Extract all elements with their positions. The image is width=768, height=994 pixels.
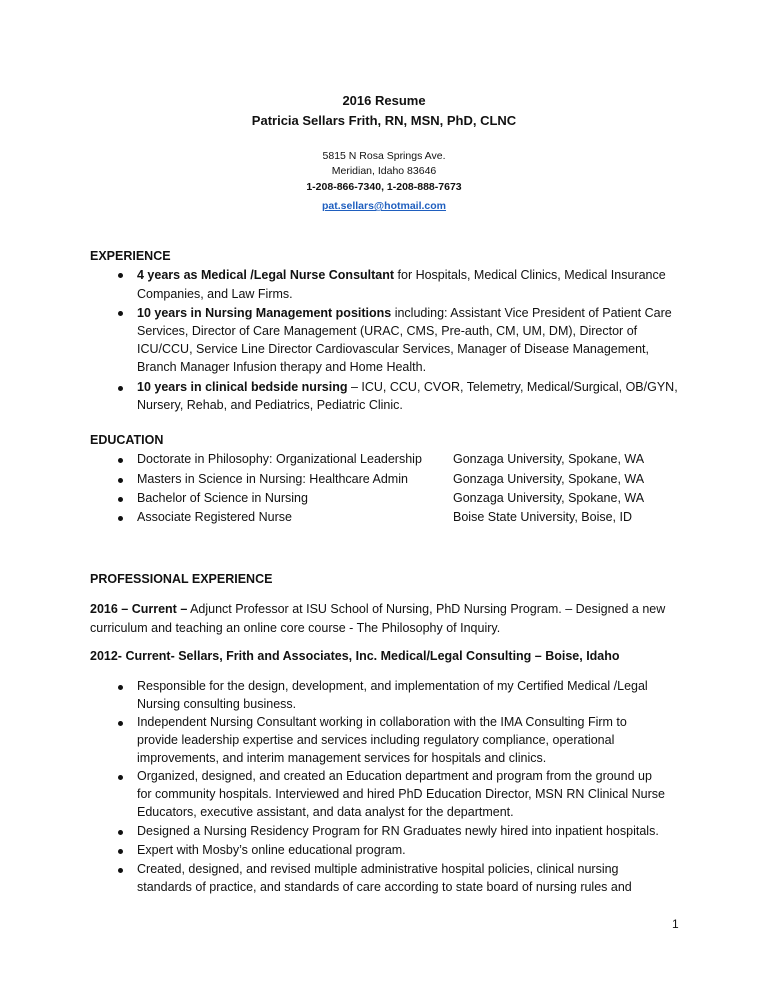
education-degree: Bachelor of Science in Nursing <box>137 491 308 505</box>
email-link[interactable]: pat.sellars@hotmail.com <box>321 200 447 212</box>
job-bullet: Independent Nursing Consultant working in collaboration with the IMA Consulting Firm to <box>137 715 627 729</box>
job-line-cont: curriculum and teaching an online core course - The Philosophy of Inquiry. <box>90 621 501 635</box>
address-line-1: 5815 N Rosa Springs Ave. <box>322 150 446 162</box>
bullet-icon <box>118 775 123 780</box>
education-school: Boise State University, Boise, ID <box>453 510 633 524</box>
professional-heading: PROFESSIONAL EXPERIENCE <box>90 572 273 586</box>
bullet-icon <box>118 386 123 391</box>
education-school: Gonzaga University, Spokane, WA <box>453 452 645 466</box>
experience-item-cont: Branch Manager Infusion therapy and Home Health. <box>137 360 427 374</box>
bullet-icon <box>118 849 123 854</box>
job-heading: 2012- Current- Sellars, Frith and Associates, Inc. Medical/Legal Consulting – Boise, Idaho <box>90 649 620 663</box>
job-bullet: Created, designed, and revised multiple administrative hospital policies, clinical nursing <box>137 862 619 876</box>
education-heading: EDUCATION <box>90 433 164 447</box>
job-bullet-cont: improvements, and interim management services for hospitals and clinics. <box>137 751 547 765</box>
phone-numbers: 1-208-866-7340, 1-208-888-7673 <box>306 181 462 193</box>
experience-heading: EXPERIENCE <box>90 249 171 263</box>
experience-item-cont: Services, Director of Care Management (URAC, CMS, Pre-auth, CM, UM, DM), Director of <box>137 324 638 338</box>
job-bullet-cont: for community hospitals. Interviewed and hired PhD Education Director, MSN RN Clinical Nurse <box>137 787 665 801</box>
job-bullet-cont: Nursing consulting business. <box>137 697 297 711</box>
education-degree: Doctorate in Philosophy: Organizational Leadership <box>137 452 422 466</box>
experience-item-cont: Nursery, Rehab, and Pediatrics, Pediatric Clinic. <box>137 398 403 412</box>
bullet-icon <box>118 311 123 316</box>
experience-item: 10 years in Nursing Management positions including: Assistant Vice President of Patient Care <box>137 306 672 320</box>
education-school: Gonzaga University, Spokane, WA <box>453 472 645 486</box>
job-bullet: Expert with Mosby’s online educational program. <box>137 843 406 857</box>
job-bullet: Responsible for the design, development, and implementation of my Certified Medical /Legal <box>137 679 648 693</box>
job-line: 2016 – Current – Adjunct Professor at ISU School of Nursing, PhD Nursing Program. – Designed a new <box>90 602 666 616</box>
education-school: Gonzaga University, Spokane, WA <box>453 491 645 505</box>
page-number: 1 <box>672 917 679 931</box>
experience-item-cont: Companies, and Law Firms. <box>137 287 293 301</box>
bullet-icon <box>118 516 123 521</box>
bullet-icon <box>118 273 123 278</box>
job-bullet: Designed a Nursing Residency Program for RN Graduates newly hired into inpatient hospitals. <box>137 824 659 838</box>
experience-item: 4 years as Medical /Legal Nurse Consultant for Hospitals, Medical Clinics, Medical Insurance <box>137 268 666 282</box>
bullet-icon <box>118 868 123 873</box>
education-degree: Masters in Science in Nursing: Healthcare Admin <box>137 472 408 486</box>
bullet-icon <box>118 830 123 835</box>
job-bullet: Organized, designed, and created an Education department and program from the ground up <box>137 769 652 783</box>
experience-item-cont: ICU/CCU, Service Line Director Cardiovascular Services, Manager of Disease Management, <box>137 342 650 356</box>
bullet-icon <box>118 458 123 463</box>
job-bullet-cont: provide leadership expertise and services including regulatory compliance, operational <box>137 733 615 747</box>
bullet-icon <box>118 478 123 483</box>
job-bullet-cont: Educators, executive assistant, and data analyst for the department. <box>137 805 514 819</box>
bullet-icon <box>118 685 123 690</box>
experience-item: 10 years in clinical bedside nursing – ICU, CCU, CVOR, Telemetry, Medical/Surgical, OB/GYN, <box>137 380 678 394</box>
bullet-icon <box>118 497 123 502</box>
address-line-2: Meridian, Idaho 83646 <box>331 165 437 177</box>
job-bullet-cont: standards of practice, and standards of care according to state board of nursing rules and <box>137 880 632 894</box>
resume-title: 2016 Resume <box>342 93 426 108</box>
education-degree: Associate Registered Nurse <box>137 510 292 524</box>
candidate-name: Patricia Sellars Frith, RN, MSN, PhD, CLNC <box>251 113 517 128</box>
bullet-icon <box>118 721 123 726</box>
